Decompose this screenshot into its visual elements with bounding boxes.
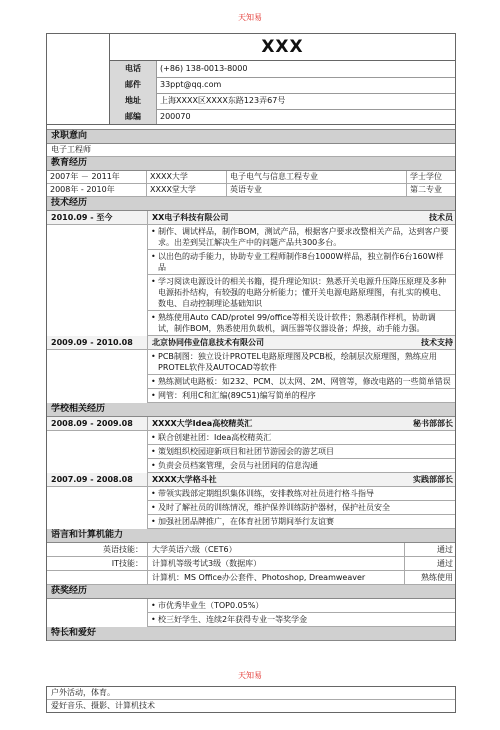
job-period: 2008.09 - 2009.08 <box>47 417 148 430</box>
job-period: 2007.09 - 2008.08 <box>47 473 148 486</box>
bullet-item: • 以出色的动手能力，协助专业工程师制作8台1000W样品，独立制作6台160W样品 <box>148 250 455 275</box>
bullet-item: • 熟练使用Auto CAD/protel 99/office等相关设计软件；熟悉制作样机，协助调试，制作BOM，熟悉使用负载机，调压器等仪器设备；焊接，动手能力强。 <box>148 311 455 336</box>
section-hobbies-title: 特长和爱好 <box>47 627 455 641</box>
skill-row <box>47 543 455 557</box>
education-period: 2007年 － 2011年 <box>47 171 147 183</box>
job-period: 2009.09 - 2010.08 <box>47 336 148 349</box>
job-role: 实践部部长 <box>413 475 453 484</box>
job-company: XXXX大学Idea高校精英汇 <box>152 419 253 428</box>
education-row <box>47 184 455 197</box>
skill-result: 通过 <box>437 559 453 568</box>
bullet-item: • 策划组织校园迎新项目和社团节游园会的游艺项目 <box>148 445 455 459</box>
job-header <box>47 417 455 431</box>
job-company: XXXX大学格斗社 <box>152 475 217 484</box>
bullet-item: • 学习阅读电源设计的相关书籍，提升理论知识：熟悉开关电源升压降压原理及多种电源拓扑结构，有较强的电路分析能力；懂开关电源电路原理图，有扎实的模电、数电、自动控制理论基础知识 <box>148 275 455 311</box>
education-row <box>47 171 455 184</box>
job-company: 北京协同伟业信息技术有限公司 <box>152 338 264 347</box>
contact-row-zip: 邮编 200070 <box>110 109 455 124</box>
education-school: XXXX大学 <box>147 171 227 183</box>
bullet-item: • PCB制图：独立设计PROTEL电路原理图及PCB板，绘制层次原理图，熟练应用PROTEL软件及AUTOCAD等软件 <box>148 350 455 375</box>
bullet-item: • 熟练测试电路板：如232、PCM、以太网、2M、网管等，修改电路的一些简单错误 <box>148 375 455 389</box>
bullet-item: • 负责会员档案管理，会员与社团间的信息沟通 <box>148 459 455 473</box>
resume-page <box>46 33 456 641</box>
photo-placeholder <box>47 34 110 124</box>
hobby-item: 户外活动，体育。 <box>47 687 455 700</box>
job-role: 技术支持 <box>421 338 453 347</box>
education-school: XXXX堂大学 <box>147 184 227 196</box>
education-period: 2008年 - 2010年 <box>47 184 147 196</box>
skill-label: 英语技能： <box>47 543 148 556</box>
education-major: 英语专业 <box>227 184 407 196</box>
skill-label: IT技能： <box>47 557 148 570</box>
hobbies-box <box>46 686 456 713</box>
contact-row-email: 邮件 33ppt@qq.com <box>110 77 455 94</box>
bullet-item: • 及时了解社员的训练情况，维护保养训练防护器材，保护社员安全 <box>148 501 455 515</box>
job-company: XX电子科技有限公司 <box>152 213 229 222</box>
education-degree: 学士学位 <box>410 172 442 181</box>
job-header <box>47 336 455 350</box>
bullet-item: • 带领实践部定期组织集体训练，安排教练对社员进行格斗指导 <box>148 487 455 501</box>
section-education-title: 教育经历 <box>47 157 455 171</box>
section-objective-title: 求职意向 <box>47 130 455 144</box>
skill-row <box>47 557 455 571</box>
skill-value: 计算机：MS Office办公套件、Photoshop, Dreamweaver <box>148 571 405 584</box>
job-header <box>47 211 455 225</box>
bullet-item: • 制作、调试样品，制作BOM，测试产品，根据客户要求改整相关产品，达到客户要求。出差到吴江解决生产中的问题产品共300多台。 <box>148 225 455 250</box>
job-role: 技术员 <box>429 213 453 222</box>
skill-result: 通过 <box>437 545 453 554</box>
job-bullets <box>147 225 455 336</box>
job-bullets <box>147 431 455 473</box>
contact-row-phone: 电话 (+86) 138-0013-8000 <box>110 61 455 78</box>
tech-experience-list <box>47 211 455 403</box>
objective-value: 电子工程师 <box>47 144 455 157</box>
bullet-item: • 加强社团品牌推广，在体育社团节期间举行友谊赛 <box>148 515 455 529</box>
job-header <box>47 473 455 487</box>
skill-value: 计算机等级考试3级（数据库） <box>148 557 405 570</box>
watermark-bottom: 天知易 <box>238 671 262 680</box>
skill-value: 大学英语六级（CET6） <box>148 543 405 556</box>
candidate-name: XXX <box>110 34 455 61</box>
contact-row-address: 地址 上海XXXX区XXXX东路123弄67号 <box>110 93 455 110</box>
education-table <box>47 171 455 197</box>
job-bullets <box>147 487 455 529</box>
skill-label <box>47 571 148 584</box>
job-role: 秘书部部长 <box>413 419 453 428</box>
award-item: • 校三好学生、连续2年获得专业一等奖学金 <box>148 613 455 627</box>
education-major: 电子电气与信息工程专业 <box>227 171 407 183</box>
contact-header <box>47 34 455 125</box>
section-skills-title: 语言和计算机能力 <box>47 529 455 543</box>
job-period: 2010.09 - 至今 <box>47 211 148 224</box>
section-awards-title: 获奖经历 <box>47 585 455 599</box>
section-campus-title: 学校相关经历 <box>47 403 455 417</box>
skill-result: 熟练使用 <box>421 573 453 582</box>
bullet-item: • 联合创建社团：Idea高校精英汇 <box>148 431 455 445</box>
skill-row <box>47 571 455 585</box>
award-item: • 市优秀毕业生（TOP0.05%） <box>148 599 455 613</box>
education-degree: 第二专业 <box>410 185 442 194</box>
job-bullets <box>147 350 455 403</box>
campus-experience-list <box>47 417 455 529</box>
watermark-top: 天知易 <box>238 13 262 22</box>
skills-table <box>47 543 455 585</box>
bullet-item: • 网管：利用C和汇编(89C51)编写简单的程序 <box>148 389 455 403</box>
section-tech-title: 技术经历 <box>47 197 455 211</box>
hobby-item: 爱好音乐、摄影、计算机技术 <box>51 701 155 710</box>
awards-list <box>147 599 455 627</box>
